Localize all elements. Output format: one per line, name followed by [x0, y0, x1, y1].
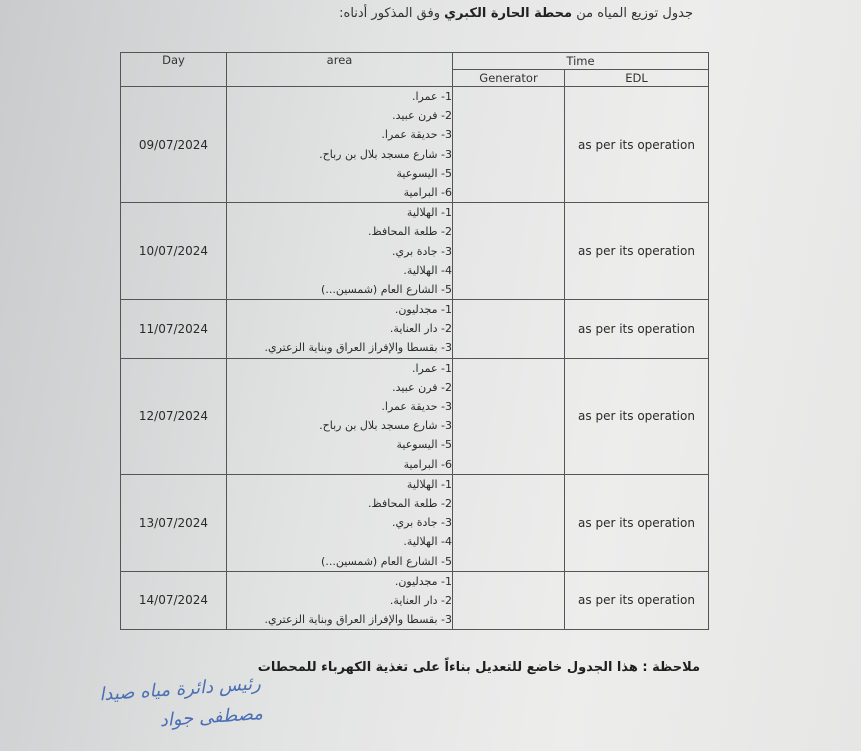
heading-suffix: وفق المذكور أدناه: [339, 6, 445, 21]
area-item: 1- مجدليون. [394, 303, 452, 317]
header-area: area [227, 53, 453, 87]
row-areas [227, 203, 453, 300]
row-edl: as per its operation [565, 474, 709, 571]
row-edl: as per its operation [565, 571, 709, 630]
area-item: 2- فرن عبيد. [392, 109, 452, 123]
table-row [121, 474, 709, 571]
area-item: 5- الشارع العام (شمسين...) [321, 554, 452, 568]
row-day: 10/07/2024 [121, 203, 227, 300]
area-item: 5- الشارع العام (شمسين...) [321, 282, 452, 296]
area-item: 4- الهلالية. [403, 535, 452, 549]
water-schedule-table [120, 52, 709, 630]
row-day: 14/07/2024 [121, 571, 227, 630]
table-row [121, 203, 709, 300]
note-text: ملاحظة : هذا الجدول خاضع للتعديل بناءاً على تغذية الكهرباء للمحطات [257, 660, 700, 675]
row-areas [227, 87, 453, 203]
area-item: 1- مجدليون. [394, 574, 452, 588]
row-day: 13/07/2024 [121, 474, 227, 571]
area-item: 2- طلعة المحافظ. [368, 225, 452, 239]
schedule-body [121, 87, 709, 630]
area-item: 3- جادة بري. [391, 244, 452, 258]
area-item: 3- حديقة عمرا. [381, 400, 452, 413]
area-item: 1- الهلالية [406, 477, 452, 491]
table-row [121, 571, 709, 630]
heading-prefix: جدول توزيع المياه من [572, 6, 693, 21]
row-areas [227, 300, 453, 359]
area-item: 3- جادة بري. [391, 516, 452, 530]
row-edl: as per its operation [565, 358, 709, 474]
header-edl: EDL [565, 70, 709, 87]
row-day: 09/07/2024 [121, 87, 227, 203]
area-item: 2- فرن عبيد. [392, 380, 452, 394]
row-generator [453, 474, 565, 571]
row-generator [453, 571, 565, 630]
signature-title: رئيس دائرة مياه صيدا [98, 673, 262, 706]
signature-name: مصطفى جواد [159, 703, 264, 732]
area-item: 1- الهلالية [406, 206, 452, 220]
header-generator: Generator [453, 70, 565, 87]
area-item: 3- شارع مسجد بلال بن رباح. [319, 147, 452, 161]
area-item: 3- حديقة عمرا. [381, 128, 452, 142]
row-day: 11/07/2024 [121, 300, 227, 359]
area-item: 2- دار العناية. [389, 593, 452, 607]
area-item: 3- بقسطا والإفراز العراق وبناية الزعتري. [264, 613, 452, 627]
row-generator [453, 300, 565, 359]
table-row [121, 87, 709, 203]
area-item: 6- البرامية [403, 185, 452, 199]
signature [90, 669, 264, 741]
area-item: 2- طلعة المحافظ. [368, 496, 452, 510]
area-item: 3- بقسطا والإفراز العراق وبناية الزعتري. [264, 341, 452, 355]
area-item: 5- اليسوعية [396, 166, 452, 180]
heading-station: محطة الحارة الكبري [444, 6, 573, 21]
header-time: Time [453, 53, 709, 70]
area-item: 2- دار العناية. [389, 322, 452, 336]
area-item: 5- اليسوعية [396, 438, 452, 452]
document-heading [339, 6, 693, 21]
row-generator [453, 203, 565, 300]
row-day: 12/07/2024 [121, 358, 227, 474]
area-item: 3- شارع مسجد بلال بن رباح. [319, 419, 452, 433]
table-row [121, 300, 709, 359]
area-item: 6- البرامية [403, 457, 452, 471]
row-areas [227, 571, 453, 630]
row-edl: as per its operation [565, 203, 709, 300]
area-item: 4- الهلالية. [403, 263, 452, 277]
row-generator [453, 87, 565, 203]
header-day: Day [121, 53, 227, 87]
row-edl: as per its operation [565, 300, 709, 359]
row-generator [453, 358, 565, 474]
row-areas [227, 474, 453, 571]
area-item: 1- عمرا. [411, 361, 452, 375]
table-row [121, 358, 709, 474]
row-areas [227, 358, 453, 474]
area-item: 1- عمرا. [411, 90, 452, 103]
row-edl: as per its operation [565, 87, 709, 203]
